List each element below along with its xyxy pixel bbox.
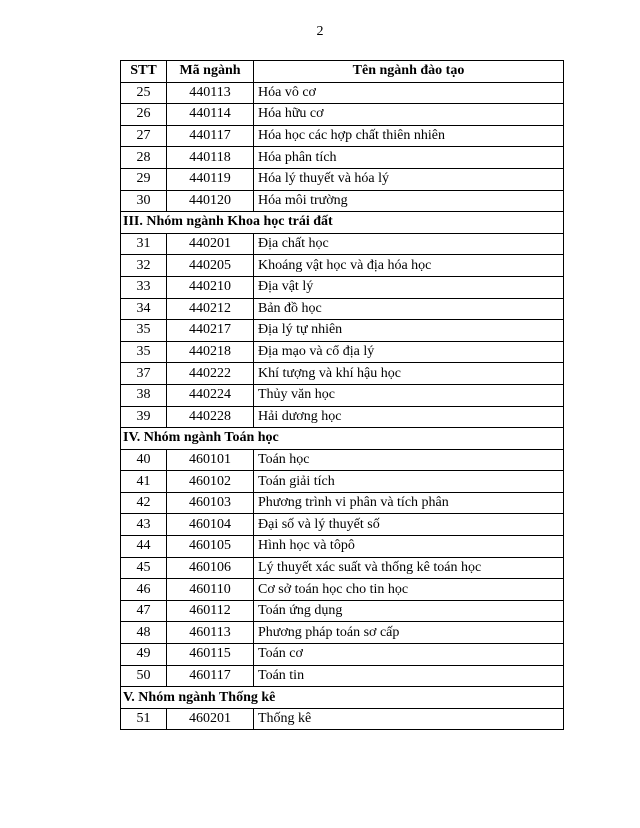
table-row [121, 125, 564, 147]
cell-stt: 31 [121, 233, 167, 255]
cell-stt: 49 [121, 644, 167, 666]
cell-name: Khí tượng và khí hậu học [254, 363, 564, 385]
table-row [121, 341, 564, 363]
cell-name: Phương trình vi phân và tích phân [254, 492, 564, 514]
cell-name: Lý thuyết xác suất và thống kê toán học [254, 557, 564, 579]
table-row [121, 363, 564, 385]
cell-name: Thống kê [254, 708, 564, 730]
cell-code: 440117 [167, 125, 254, 147]
cell-stt: 39 [121, 406, 167, 428]
table-row [121, 82, 564, 104]
table-row [121, 622, 564, 644]
cell-name: Địa lý tự nhiên [254, 320, 564, 342]
cell-stt: 25 [121, 82, 167, 104]
cell-stt: 35 [121, 320, 167, 342]
table-row [121, 168, 564, 190]
table-row [121, 190, 564, 212]
group-row [121, 428, 564, 450]
cell-code: 440212 [167, 298, 254, 320]
cell-code: 460103 [167, 492, 254, 514]
cell-code: 440120 [167, 190, 254, 212]
table-row [121, 147, 564, 169]
cell-code: 460101 [167, 449, 254, 471]
cell-stt: 43 [121, 514, 167, 536]
cell-code: 440118 [167, 147, 254, 169]
cell-name: Hóa hữu cơ [254, 104, 564, 126]
cell-name: Hóa học các hợp chất thiên nhiên [254, 125, 564, 147]
cell-stt: 35 [121, 341, 167, 363]
cell-stt: 32 [121, 255, 167, 277]
header-stt: STT [121, 61, 167, 83]
cell-stt: 29 [121, 168, 167, 190]
table-row [121, 600, 564, 622]
cell-stt: 47 [121, 600, 167, 622]
table-row [121, 449, 564, 471]
header-name: Tên ngành đào tạo [254, 61, 564, 83]
cell-name: Địa chất học [254, 233, 564, 255]
cell-name: Toán học [254, 449, 564, 471]
group-row [121, 212, 564, 234]
cell-name: Phương pháp toán sơ cấp [254, 622, 564, 644]
cell-code: 440205 [167, 255, 254, 277]
cell-code: 460113 [167, 622, 254, 644]
cell-code: 440228 [167, 406, 254, 428]
table-row [121, 255, 564, 277]
cell-name: Địa mạo và cổ địa lý [254, 341, 564, 363]
cell-name: Địa vật lý [254, 276, 564, 298]
cell-stt: 26 [121, 104, 167, 126]
cell-code: 440222 [167, 363, 254, 385]
cell-code: 460201 [167, 708, 254, 730]
cell-code: 460104 [167, 514, 254, 536]
cell-code: 440217 [167, 320, 254, 342]
cell-name: Hóa vô cơ [254, 82, 564, 104]
cell-name: Thủy văn học [254, 384, 564, 406]
cell-code: 460112 [167, 600, 254, 622]
cell-name: Đại số và lý thuyết số [254, 514, 564, 536]
cell-code: 440224 [167, 384, 254, 406]
cell-code: 440114 [167, 104, 254, 126]
table-header-row [121, 61, 564, 83]
cell-code: 440201 [167, 233, 254, 255]
group-heading: V. Nhóm ngành Thống kê [121, 687, 564, 709]
cell-code: 460106 [167, 557, 254, 579]
cell-stt: 34 [121, 298, 167, 320]
table-row [121, 492, 564, 514]
cell-name: Toán giải tích [254, 471, 564, 493]
cell-name: Cơ sở toán học cho tin học [254, 579, 564, 601]
cell-stt: 48 [121, 622, 167, 644]
table-row [121, 665, 564, 687]
cell-name: Hóa lý thuyết và hóa lý [254, 168, 564, 190]
table-row [121, 233, 564, 255]
cell-stt: 38 [121, 384, 167, 406]
cell-name: Hóa phân tích [254, 147, 564, 169]
table-body [121, 82, 564, 730]
group-row [121, 687, 564, 709]
cell-stt: 51 [121, 708, 167, 730]
cell-stt: 37 [121, 363, 167, 385]
cell-code: 440113 [167, 82, 254, 104]
cell-name: Toán ứng dụng [254, 600, 564, 622]
cell-name: Toán cơ [254, 644, 564, 666]
table-row [121, 298, 564, 320]
table-row [121, 708, 564, 730]
cell-stt: 27 [121, 125, 167, 147]
table-row [121, 406, 564, 428]
cell-stt: 41 [121, 471, 167, 493]
table-row [121, 579, 564, 601]
cell-stt: 50 [121, 665, 167, 687]
cell-name: Toán tin [254, 665, 564, 687]
cell-stt: 44 [121, 536, 167, 558]
cell-stt: 30 [121, 190, 167, 212]
header-code: Mã ngành [167, 61, 254, 83]
cell-stt: 40 [121, 449, 167, 471]
table-row [121, 384, 564, 406]
cell-name: Hải dương học [254, 406, 564, 428]
cell-code: 460110 [167, 579, 254, 601]
cell-code: 460117 [167, 665, 254, 687]
table-row [121, 104, 564, 126]
table-row [121, 557, 564, 579]
group-heading: III. Nhóm ngành Khoa học trái đất [121, 212, 564, 234]
cell-name: Hình học và tôpô [254, 536, 564, 558]
training-programs-table [120, 60, 564, 730]
table-row [121, 320, 564, 342]
cell-stt: 28 [121, 147, 167, 169]
table-row [121, 471, 564, 493]
group-heading: IV. Nhóm ngành Toán học [121, 428, 564, 450]
table-row [121, 536, 564, 558]
cell-code: 440210 [167, 276, 254, 298]
cell-name: Bản đồ học [254, 298, 564, 320]
cell-stt: 33 [121, 276, 167, 298]
cell-name: Hóa môi trường [254, 190, 564, 212]
cell-stt: 45 [121, 557, 167, 579]
table-row [121, 514, 564, 536]
table-row [121, 644, 564, 666]
cell-stt: 42 [121, 492, 167, 514]
page-number: 2 [316, 24, 324, 39]
cell-name: Khoáng vật học và địa hóa học [254, 255, 564, 277]
cell-code: 460105 [167, 536, 254, 558]
cell-code: 440119 [167, 168, 254, 190]
cell-code: 440218 [167, 341, 254, 363]
table-row [121, 276, 564, 298]
cell-stt: 46 [121, 579, 167, 601]
cell-code: 460115 [167, 644, 254, 666]
cell-code: 460102 [167, 471, 254, 493]
